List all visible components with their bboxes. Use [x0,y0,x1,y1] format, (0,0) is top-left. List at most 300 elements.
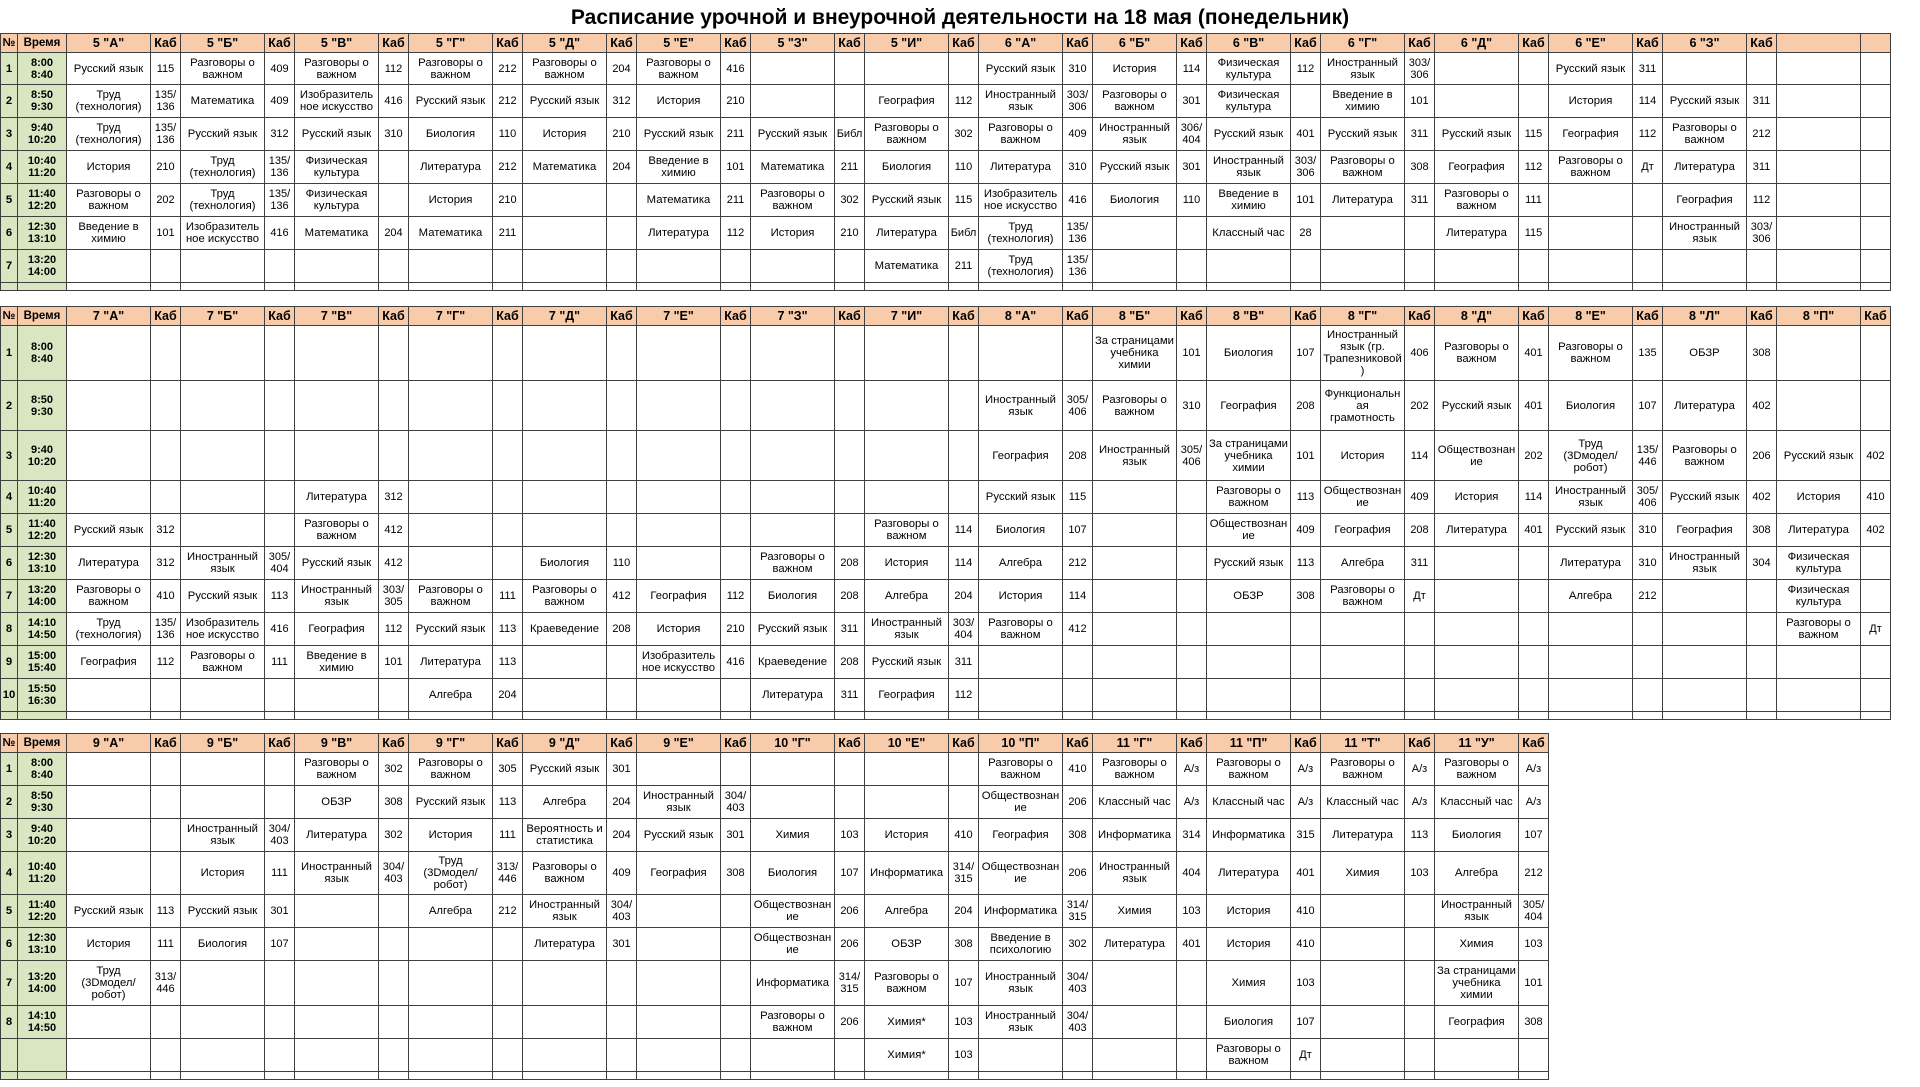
empty-cell [979,283,1063,291]
subject-cell: Труд (технология) [979,217,1063,250]
subject-cell: Русский язык [865,184,949,217]
subject-cell: Изобразитель ное искусство [181,613,265,646]
subject-cell [67,1039,151,1072]
lesson-row [1,679,1891,712]
room-cell [1177,250,1207,283]
lesson-number [1,1039,18,1072]
room-cell: 305 [493,753,523,786]
room-cell: 310 [1177,381,1207,431]
empty-cell [265,712,295,720]
room-header: Каб [379,307,409,326]
number-header: № [1,734,18,753]
room-cell: 416 [379,85,409,118]
room-cell [1063,326,1093,381]
class-header: 5 "Г" [409,34,493,53]
subject-cell [295,679,379,712]
room-cell [1519,250,1549,283]
room-cell [1177,1039,1207,1072]
subject-cell [295,928,379,961]
room-cell: 301 [607,928,637,961]
subject-cell: Разговоры о важном [1321,753,1405,786]
room-cell [607,679,637,712]
room-cell [607,217,637,250]
subject-cell [1777,381,1861,431]
subject-cell [409,431,493,481]
room-header: Каб [949,734,979,753]
room-cell: 112 [151,646,181,679]
room-cell [1177,580,1207,613]
room-header: Каб [607,734,637,753]
room-cell: 101 [151,217,181,250]
time-header: Время [18,734,67,753]
room-cell: 135/ 136 [265,151,295,184]
room-cell: 204 [607,819,637,852]
lesson-row [1,151,1891,184]
subject-cell [181,1006,265,1039]
room-header: Каб [493,307,523,326]
subject-cell: Изобразитель ное искусство [979,184,1063,217]
subject-cell: ОБЗР [1663,326,1747,381]
subject-cell: Разговоры о важном [1207,481,1291,514]
subject-cell [67,431,151,481]
header-row [1,734,1549,753]
room-cell: 401 [1519,514,1549,547]
subject-cell: Химия [1321,852,1405,895]
subject-cell: Иностранный язык [1093,431,1177,481]
room-cell [1177,679,1207,712]
subject-cell: Алгебра [409,895,493,928]
class-header: 6 "Е" [1549,34,1633,53]
room-cell: 206 [1747,431,1777,481]
subject-cell: География [1321,514,1405,547]
empty-cell [151,1072,181,1080]
subject-cell: Русский язык [67,895,151,928]
room-cell: 114 [1405,431,1435,481]
room-cell: 135 [1633,326,1663,381]
subject-cell: История [1093,53,1177,85]
subject-cell: Биология [865,151,949,184]
room-cell [721,431,751,481]
room-cell: 402 [1747,481,1777,514]
room-cell: 115 [1519,217,1549,250]
room-header: Каб [1405,734,1435,753]
lesson-time: 9:40 10:20 [18,819,67,852]
lesson-time: 10:40 11:20 [18,481,67,514]
subject-cell [637,961,721,1006]
room-cell: 107 [835,852,865,895]
room-cell: 401 [1291,852,1321,895]
room-cell: А/з [1177,786,1207,819]
subject-cell: География [1663,514,1747,547]
subject-cell: Физическая культура [1207,85,1291,118]
lesson-time: 8:00 8:40 [18,53,67,85]
room-header: Каб [1291,34,1321,53]
subject-cell: Биология [1207,1006,1291,1039]
subject-cell: Иностранный язык [1093,118,1177,151]
class-header: 8 "Е" [1549,307,1633,326]
room-cell: 103 [835,819,865,852]
room-cell: 314/ 315 [1063,895,1093,928]
subject-cell [1777,85,1861,118]
room-cell [607,431,637,481]
empty-cell [1291,1072,1321,1080]
subject-cell [751,85,835,118]
empty-cell [979,1072,1063,1080]
room-cell: 304/ 403 [607,895,637,928]
room-cell [379,1039,409,1072]
room-cell: 304 [1747,547,1777,580]
empty-cell [1291,712,1321,720]
room-cell: 301 [265,895,295,928]
empty-cell [67,1072,151,1080]
subject-cell [181,514,265,547]
subject-cell [1435,53,1519,85]
subject-cell [295,431,379,481]
room-cell: 202 [1519,431,1549,481]
room-cell: 113 [1291,481,1321,514]
room-cell [379,184,409,217]
lesson-number: 8 [1,1006,18,1039]
time-header: Время [18,307,67,326]
subject-cell [1435,250,1519,283]
room-cell [151,852,181,895]
room-cell [1405,679,1435,712]
subject-cell: Русский язык [409,613,493,646]
class-header: 5 "Б" [181,34,265,53]
subject-cell: История [1207,895,1291,928]
subject-cell: Обществознан ие [1435,431,1519,481]
empty-cell [181,283,265,291]
room-cell: А/з [1291,753,1321,786]
room-cell: 210 [721,613,751,646]
room-cell [607,1006,637,1039]
subject-cell: Алгебра [865,895,949,928]
subject-cell: Химия* [865,1006,949,1039]
room-cell [1405,961,1435,1006]
room-cell: 113 [1405,819,1435,852]
empty-cell [1633,712,1663,720]
subject-cell [409,547,493,580]
room-header: Каб [1291,307,1321,326]
room-cell: 306/ 404 [1177,118,1207,151]
subject-cell: Литература [1777,514,1861,547]
subject-cell [865,786,949,819]
room-cell [1405,250,1435,283]
room-cell: 312 [379,481,409,514]
subject-cell: История [1435,481,1519,514]
lesson-number: 5 [1,184,18,217]
lesson-number: 7 [1,250,18,283]
room-cell [379,928,409,961]
number-header: № [1,307,18,326]
room-header: Каб [151,734,181,753]
subject-cell: История [1321,431,1405,481]
room-cell [493,431,523,481]
empty-cell [523,283,607,291]
subject-cell: Биология [523,547,607,580]
subject-cell [1435,646,1519,679]
subject-cell: Разговоры о важном [523,53,607,85]
subject-cell: Русский язык [295,118,379,151]
room-cell [379,250,409,283]
subject-cell [295,1039,379,1072]
subject-cell: География [865,85,949,118]
room-cell: 101 [1177,326,1207,381]
empty-cell [1177,712,1207,720]
room-cell: 304/ 403 [1063,1006,1093,1039]
room-header: Каб [1861,307,1891,326]
room-cell: 301 [1177,151,1207,184]
room-cell [151,250,181,283]
room-cell [607,646,637,679]
lesson-row [1,85,1891,118]
subject-cell: Русский язык [1777,431,1861,481]
subject-cell: Математика [295,217,379,250]
room-cell: 211 [721,118,751,151]
room-header: Каб [265,34,295,53]
subject-cell: Русский язык [1435,118,1519,151]
empty-cell [1063,712,1093,720]
room-cell: 111 [1519,184,1549,217]
room-cell: 409 [1405,481,1435,514]
room-cell: 404 [1177,852,1207,895]
subject-cell: Русский язык [409,85,493,118]
room-cell: 211 [721,184,751,217]
room-cell: Библ [835,118,865,151]
subject-cell [751,431,835,481]
room-cell: 101 [1405,85,1435,118]
subject-cell: Алгебра [865,580,949,613]
empty-cell [751,1072,835,1080]
subject-cell: История [751,217,835,250]
room-cell: 210 [835,217,865,250]
subject-cell [1777,53,1861,85]
room-cell [607,326,637,381]
lesson-row [1,184,1891,217]
room-header: Каб [1747,307,1777,326]
room-header: Каб [265,307,295,326]
subject-cell: Разговоры о важном [1321,580,1405,613]
subject-cell [67,326,151,381]
room-cell: 107 [1519,819,1549,852]
room-cell: 208 [835,646,865,679]
room-header: Каб [1291,734,1321,753]
room-cell [1519,613,1549,646]
empty-cell [1063,1072,1093,1080]
subject-cell: Разговоры о важном [865,514,949,547]
room-cell: 111 [265,852,295,895]
subject-cell: Биология [1435,819,1519,852]
room-cell [1633,250,1663,283]
room-cell: Дт [1405,580,1435,613]
room-cell [835,753,865,786]
subject-cell [523,646,607,679]
subject-cell: Литература [1663,381,1747,431]
empty-cell [865,283,949,291]
lesson-row [1,928,1549,961]
room-cell: 202 [1405,381,1435,431]
room-cell: 314/ 315 [835,961,865,1006]
class-header: 10 "П" [979,734,1063,753]
room-cell [949,753,979,786]
class-header: 5 "Е" [637,34,721,53]
subject-cell [1663,580,1747,613]
subject-cell: Алгебра [1549,580,1633,613]
lesson-number: 1 [1,326,18,381]
empty-cell [295,712,379,720]
room-cell: Дт [1861,613,1891,646]
subject-cell: Обществознан ие [751,895,835,928]
subject-cell: Литература [1549,547,1633,580]
subject-cell [1549,613,1633,646]
room-cell [949,326,979,381]
room-cell: 212 [1519,852,1549,895]
room-cell [949,381,979,431]
empty-cell [949,1072,979,1080]
room-cell: 111 [493,580,523,613]
room-cell: 301 [607,753,637,786]
room-cell: 313/ 446 [493,852,523,895]
subject-cell: География [1549,118,1633,151]
subject-cell: Разговоры о важном [295,753,379,786]
empty-cell [18,712,67,720]
room-cell: 308 [1747,514,1777,547]
subject-cell [1321,928,1405,961]
subject-cell: Русский язык [751,613,835,646]
room-cell [1291,679,1321,712]
room-cell: 114 [1633,85,1663,118]
lesson-row [1,852,1549,895]
room-cell: 101 [379,646,409,679]
room-cell [379,326,409,381]
empty-cell [637,1072,721,1080]
room-cell [1861,250,1891,283]
room-cell [1291,646,1321,679]
room-cell [265,431,295,481]
subject-cell [637,326,721,381]
empty-cell [1,712,18,720]
room-cell [1519,53,1549,85]
room-header: Каб [1405,34,1435,53]
subject-cell [1321,250,1405,283]
subject-cell: География [979,431,1063,481]
subject-cell [865,53,949,85]
subject-cell [67,753,151,786]
class-header: 6 "Б" [1093,34,1177,53]
room-cell [265,753,295,786]
room-cell: 113 [493,786,523,819]
subject-cell: За страницами учебника химии [1435,961,1519,1006]
subject-cell: Математика [523,151,607,184]
lesson-time: 15:00 15:40 [18,646,67,679]
lesson-row [1,613,1891,646]
subject-cell: История [181,852,265,895]
room-cell: 111 [265,646,295,679]
lesson-time: 13:20 14:00 [18,580,67,613]
room-cell: А/з [1177,753,1207,786]
room-cell: А/з [1519,786,1549,819]
class-header: 7 "И" [865,307,949,326]
room-cell: 135/ 136 [265,184,295,217]
room-header: Каб [1405,307,1435,326]
room-cell [835,514,865,547]
room-cell [607,481,637,514]
room-cell [493,481,523,514]
room-cell: 112 [949,85,979,118]
room-cell [835,431,865,481]
subject-cell [751,53,835,85]
room-cell: 301 [721,819,751,852]
subject-cell: Русский язык [181,580,265,613]
subject-cell: Алгебра [979,547,1063,580]
class-header: 7 "В" [295,307,379,326]
room-cell [1519,547,1549,580]
class-header: 8 "А" [979,307,1063,326]
empty-cell [1321,1072,1405,1080]
room-cell: 114 [1063,580,1093,613]
room-cell: 409 [1291,514,1321,547]
room-cell [265,514,295,547]
room-cell [265,381,295,431]
room-cell [1177,547,1207,580]
subject-cell [1549,679,1633,712]
room-cell [607,961,637,1006]
subject-cell [523,961,607,1006]
room-cell: 204 [949,895,979,928]
room-cell [1177,613,1207,646]
subject-cell: Литература [523,928,607,961]
subject-cell [1207,613,1291,646]
room-cell [1861,53,1891,85]
room-cell: 210 [151,151,181,184]
room-cell: 314 [1177,819,1207,852]
subject-cell: Краеведение [523,613,607,646]
empty-cell [1093,283,1177,291]
subject-cell: Иностранный язык [1321,53,1405,85]
subject-cell [67,250,151,283]
lesson-time: 15:50 16:30 [18,679,67,712]
room-cell: 114 [1177,53,1207,85]
room-cell [379,381,409,431]
room-cell [721,753,751,786]
empty-cell [1747,283,1777,291]
room-cell: 305/ 406 [1633,481,1663,514]
subject-cell: Русский язык [1093,151,1177,184]
subject-cell [1777,151,1861,184]
subject-cell: Математика [637,184,721,217]
subject-cell: Русский язык [1663,481,1747,514]
room-cell: 208 [1405,514,1435,547]
lesson-number: 10 [1,679,18,712]
lesson-time: 12:30 13:10 [18,217,67,250]
class-header: 10 "Е" [865,734,949,753]
room-cell [1861,679,1891,712]
empty-cell [721,283,751,291]
room-cell: 308 [721,852,751,895]
subject-cell: Иностранный язык [1663,547,1747,580]
lesson-number: 4 [1,151,18,184]
room-cell [1519,646,1549,679]
class-header: 6 "А" [979,34,1063,53]
room-cell: 212 [493,895,523,928]
room-cell: 409 [265,85,295,118]
class-header: 5 "В" [295,34,379,53]
subject-cell: Разговоры о важном [1549,326,1633,381]
subject-cell [1321,613,1405,646]
room-cell [721,679,751,712]
subject-cell [865,753,949,786]
subject-cell: Разговоры о важном [1777,613,1861,646]
